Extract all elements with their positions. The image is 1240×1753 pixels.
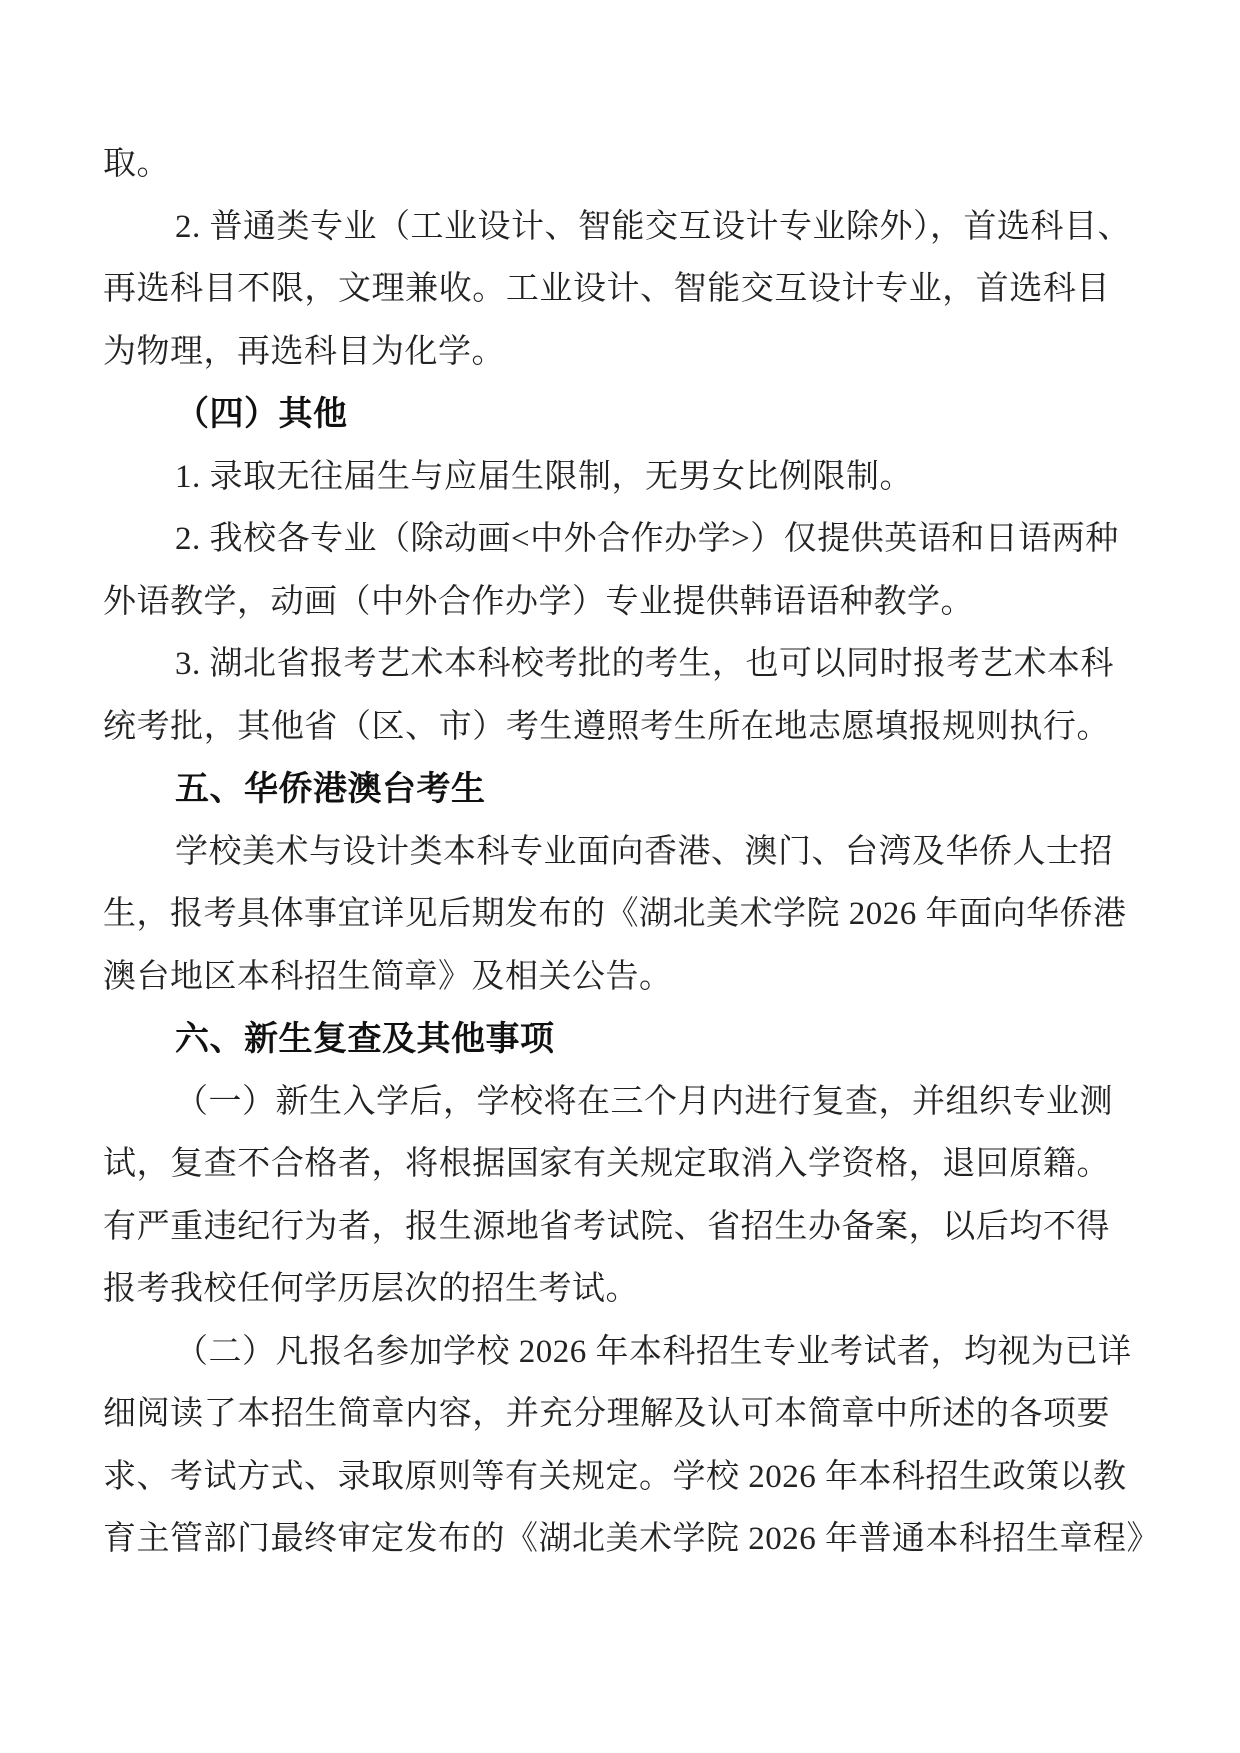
text-line: 学校美术与设计类本科专业面向香港、澳门、台湾及华侨人士招 [175, 833, 1113, 870]
text-line: 2. 普通类专业（工业设计、智能交互设计专业除外），首选科目、 [175, 208, 1131, 245]
text-line: 为物理，再选科目为化学。 [103, 333, 505, 370]
text-line: （一）新生入学后，学校将在三个月内进行复查，并组织专业测 [175, 1083, 1113, 1120]
text-line: 取。 [103, 146, 170, 182]
text-line: 3. 湖北省报考艺术本科校考批的考生，也可以同时报考艺术本科 [175, 646, 1114, 682]
text-line: 再选科目不限，文理兼收。工业设计、智能交互设计专业，首选科目 [103, 271, 1110, 307]
text-line: 统考批，其他省（区、市）考生遵照考生所在地志愿填报规则执行。 [103, 708, 1110, 745]
text-line: 2. 我校各专业（除动画<中外合作办学>）仅提供英语和日语两种 [175, 521, 1119, 557]
text-line: 有严重违纪行为者，报生源地省考试院、省招生办备案，以后均不得 [103, 1208, 1110, 1245]
text-line: 生，报考具体事宜详见后期发布的《湖北美术学院 2026 年面向华侨港 [103, 896, 1127, 932]
text-line: 外语教学，动画（中外合作办学）专业提供韩语语种教学。 [103, 583, 974, 620]
text-line: 1. 录取无往届生与应届生限制，无男女比例限制。 [175, 458, 913, 495]
text-line: 试，复查不合格者，将根据国家有关规定取消入学资格，退回原籍。 [103, 1146, 1110, 1182]
section-heading: 六、新生复查及其他事项 [175, 1019, 555, 1059]
text-line: 育主管部门最终审定发布的《湖北美术学院 2026 年普通本科招生章程》 [103, 1521, 1160, 1557]
section-heading: （四）其他 [175, 394, 348, 434]
text-line: 细阅读了本招生简章内容，并充分理解及认可本简章中所述的各项要 [103, 1396, 1110, 1432]
text-line: （二）凡报名参加学校 2026 年本科招生专业考试者，均视为已详 [175, 1333, 1132, 1370]
text-line: 澳台地区本科招生简章》及相关公告。 [103, 958, 673, 995]
section-heading: 五、华侨港澳台考生 [175, 769, 486, 809]
text-line: 报考我校任何学历层次的招生考试。 [103, 1271, 639, 1307]
text-line: 求、考试方式、录取原则等有关规定。学校 2026 年本科招生政策以教 [103, 1458, 1127, 1495]
